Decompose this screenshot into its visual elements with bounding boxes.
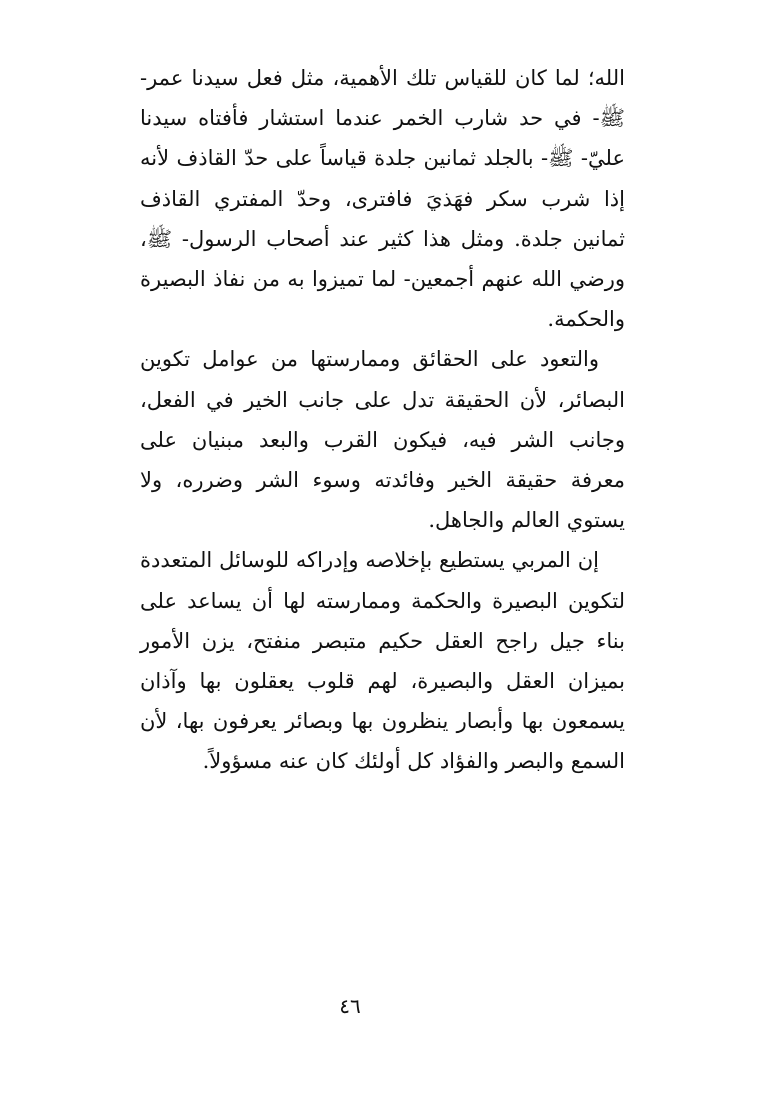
- page-number: ٤٦: [339, 994, 361, 1018]
- paragraph-3: إن المربي يستطيع بإخلاصه وإدراكه للوسائل المتعددة لتكوين البصيرة والحكمة وممارسته لها أن يساعد على بناء جيل راجح العقل حكيم متبصر منفتح، يزن الأمور بميزان العقل والبصيرة، لهم قلوب يعقلون بها وآذان يسمعون بها وأبصار ينظرون بها وبصائر يعرفون بها، لأن السمع والبصر والفؤاد كل أولئك كان عنه مسؤولاً.: [140, 548, 625, 774]
- paragraph-2: والتعود على الحقائق وممارستها من عوامل تكوين البصائر، لأن الحقيقة تدل على جانب الخير في الفعل، وجانب الشر فيه، فيكون القرب والبعد مبنيان على معرفة حقيقة الخير وفائدته وسوء الشر وضرره، ولا يستوي العالم والجاهل.: [140, 347, 625, 533]
- body-text: [140, 58, 625, 782]
- paragraph-1: الله؛ لما كان للقياس تلك الأهمية، مثل فعل سيدنا عمر- ﷺ- في حد شارب الخمر عندما استشار فأفتاه سيدنا عليّ- ﷺ- بالجلد ثمانين جلدة قياساً على حدّ القاذف لأنه إذا شرب سكر فهَذيَ فافترى، وحدّ المفتري القاذف ثمانين جلدة. ومثل هذا كثير عند أصحاب الرسول- ﷺ، ورضي الله عنهم أجمعين- لما تميزوا به من نفاذ البصيرة والحكمة.: [140, 66, 625, 332]
